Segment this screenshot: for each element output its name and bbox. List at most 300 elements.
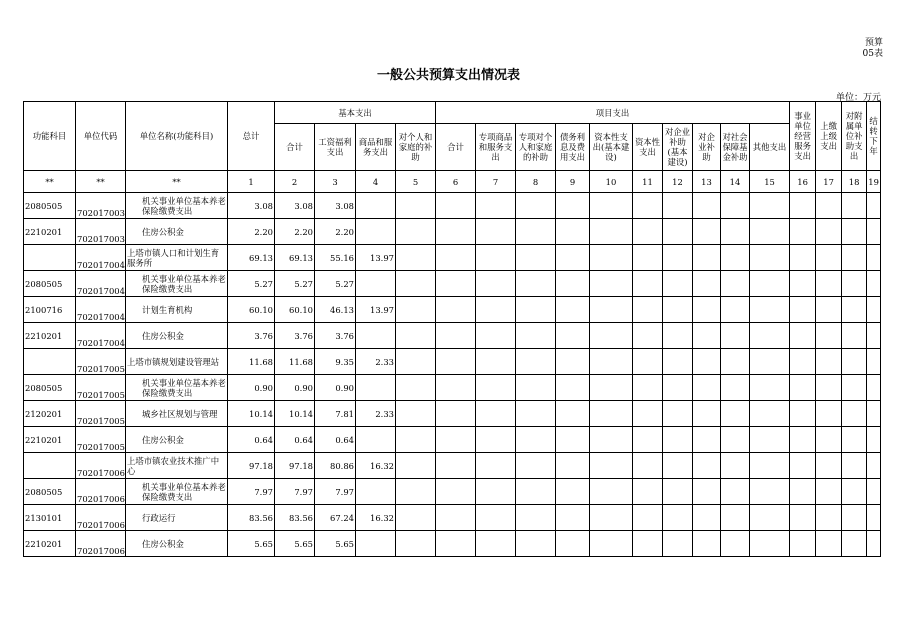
empty-cell — [590, 479, 633, 505]
empty-cell — [842, 349, 867, 375]
empty-cell — [396, 245, 436, 271]
header-project-sub-0: 合计 — [436, 124, 476, 171]
goods-services-cell: 13.97 — [356, 245, 396, 271]
column-index: 8 — [516, 171, 556, 193]
empty-cell — [516, 245, 556, 271]
empty-cell — [663, 531, 693, 557]
empty-cell — [476, 323, 516, 349]
header-turn-over: 上缴上级支出 — [816, 102, 842, 171]
empty-cell — [556, 271, 590, 297]
header-func-code: 功能科目 — [24, 102, 76, 171]
empty-cell — [750, 349, 790, 375]
unit-name-cell: 城乡社区规划与管理 — [126, 401, 228, 427]
empty-cell — [436, 505, 476, 531]
empty-cell — [396, 401, 436, 427]
total-cell: 7.97 — [228, 479, 275, 505]
basic-total-cell: 3.76 — [275, 323, 315, 349]
salary-cell: 0.90 — [315, 375, 356, 401]
empty-cell — [396, 427, 436, 453]
empty-cell — [816, 427, 842, 453]
unit-code-cell: 702017006 — [76, 479, 126, 505]
salary-cell: 3.76 — [315, 323, 356, 349]
empty-cell — [721, 401, 750, 427]
column-index: 3 — [315, 171, 356, 193]
basic-total-cell: 5.65 — [275, 531, 315, 557]
empty-cell — [476, 297, 516, 323]
table-row — [24, 297, 881, 323]
empty-cell — [590, 505, 633, 531]
empty-cell — [721, 245, 750, 271]
empty-cell — [842, 297, 867, 323]
empty-cell — [816, 219, 842, 245]
empty-cell — [396, 193, 436, 219]
empty-cell — [750, 271, 790, 297]
empty-cell — [556, 453, 590, 479]
goods-services-cell: 2.33 — [356, 349, 396, 375]
empty-cell — [750, 453, 790, 479]
salary-cell: 7.97 — [315, 479, 356, 505]
page-title: 一般公共预算支出情况表 — [376, 68, 520, 83]
empty-cell — [663, 453, 693, 479]
total-cell: 60.10 — [228, 297, 275, 323]
empty-cell — [436, 401, 476, 427]
empty-cell — [556, 479, 590, 505]
empty-cell — [590, 453, 633, 479]
empty-cell — [790, 453, 816, 479]
empty-cell — [590, 323, 633, 349]
empty-cell — [436, 531, 476, 557]
empty-cell — [436, 245, 476, 271]
func-code-cell: 2130101 — [24, 505, 76, 531]
unit-code-cell: 702017003 — [76, 219, 126, 245]
func-code-cell: 2210201 — [24, 219, 76, 245]
empty-cell — [556, 401, 590, 427]
empty-cell — [790, 427, 816, 453]
table-row — [24, 271, 881, 297]
column-index: 7 — [476, 171, 516, 193]
empty-cell — [867, 479, 881, 505]
empty-cell — [396, 505, 436, 531]
header-basic-sub-0: 合计 — [275, 124, 315, 171]
empty-cell — [396, 297, 436, 323]
basic-total-cell: 11.68 — [275, 349, 315, 375]
empty-cell — [693, 271, 721, 297]
empty-cell — [867, 349, 881, 375]
unit-code-cell: 702017004 — [76, 297, 126, 323]
empty-cell — [590, 271, 633, 297]
salary-cell: 0.64 — [315, 427, 356, 453]
empty-cell — [790, 401, 816, 427]
empty-cell — [816, 193, 842, 219]
empty-cell — [790, 323, 816, 349]
unit-name-cell: 机关事业单位基本养老保险缴费支出 — [126, 193, 228, 219]
column-index: 6 — [436, 171, 476, 193]
empty-cell — [663, 427, 693, 453]
empty-cell — [633, 271, 663, 297]
empty-cell — [633, 401, 663, 427]
empty-cell — [816, 531, 842, 557]
empty-cell — [516, 453, 556, 479]
column-index: 17 — [816, 171, 842, 193]
empty-cell — [842, 245, 867, 271]
empty-cell — [721, 479, 750, 505]
empty-cell — [436, 375, 476, 401]
empty-cell — [556, 323, 590, 349]
unit-name-cell: 住房公积金 — [126, 323, 228, 349]
empty-cell — [816, 271, 842, 297]
goods-services-cell — [356, 323, 396, 349]
empty-cell — [867, 219, 881, 245]
empty-cell — [396, 375, 436, 401]
table-row — [24, 349, 881, 375]
salary-cell: 46.13 — [315, 297, 356, 323]
empty-cell — [867, 531, 881, 557]
func-code-cell: 2210201 — [24, 531, 76, 557]
goods-services-cell — [356, 219, 396, 245]
column-index: 16 — [790, 171, 816, 193]
empty-cell — [633, 427, 663, 453]
empty-cell — [693, 375, 721, 401]
empty-cell — [867, 453, 881, 479]
empty-cell — [693, 297, 721, 323]
header-project-sub-5: 资本性支出 — [633, 124, 663, 171]
goods-services-cell — [356, 531, 396, 557]
empty-cell — [721, 323, 750, 349]
empty-cell — [633, 297, 663, 323]
empty-cell — [693, 479, 721, 505]
unit-name-cell: 机关事业单位基本养老保险缴费支出 — [126, 375, 228, 401]
func-code-cell: 2210201 — [24, 427, 76, 453]
empty-cell — [556, 297, 590, 323]
empty-cell — [396, 453, 436, 479]
func-code-cell: 2080505 — [24, 271, 76, 297]
empty-cell — [436, 193, 476, 219]
empty-cell — [750, 323, 790, 349]
empty-cell — [816, 505, 842, 531]
salary-cell: 80.86 — [315, 453, 356, 479]
header-unit-code: 单位代码 — [76, 102, 126, 171]
func-code-cell: 2080505 — [24, 479, 76, 505]
empty-cell — [867, 271, 881, 297]
unit-code-cell: 702017003 — [76, 193, 126, 219]
empty-cell — [590, 245, 633, 271]
empty-cell — [633, 375, 663, 401]
empty-cell — [663, 271, 693, 297]
empty-cell — [750, 531, 790, 557]
empty-cell — [633, 505, 663, 531]
unit-name-cell: 住房公积金 — [126, 531, 228, 557]
empty-cell — [396, 531, 436, 557]
table-row — [24, 245, 881, 271]
empty-cell — [476, 505, 516, 531]
empty-cell — [556, 505, 590, 531]
empty-cell — [790, 271, 816, 297]
table-row — [24, 219, 881, 245]
empty-cell — [476, 479, 516, 505]
table-row — [24, 427, 881, 453]
goods-services-cell: 16.32 — [356, 453, 396, 479]
header-project-sub-9: 其他支出 — [750, 124, 790, 171]
empty-cell — [693, 453, 721, 479]
total-cell: 5.27 — [228, 271, 275, 297]
empty-cell — [693, 323, 721, 349]
empty-cell — [556, 531, 590, 557]
unit-code-cell: 702017005 — [76, 375, 126, 401]
empty-cell — [816, 453, 842, 479]
empty-cell — [556, 245, 590, 271]
unit-code-cell: 702017004 — [76, 323, 126, 349]
func-code-cell — [24, 453, 76, 479]
func-code-cell: 2080505 — [24, 193, 76, 219]
empty-cell — [790, 531, 816, 557]
empty-cell — [816, 245, 842, 271]
empty-cell — [816, 323, 842, 349]
empty-cell — [721, 297, 750, 323]
empty-cell — [590, 193, 633, 219]
empty-cell — [396, 271, 436, 297]
empty-cell — [663, 479, 693, 505]
empty-cell — [721, 427, 750, 453]
unit-code-cell: 702017006 — [76, 531, 126, 557]
column-index: ** — [76, 171, 126, 193]
empty-cell — [476, 219, 516, 245]
empty-cell — [816, 375, 842, 401]
column-index: 2 — [275, 171, 315, 193]
empty-cell — [590, 401, 633, 427]
header-carry-over: 结转下年 — [867, 102, 881, 171]
column-index: 9 — [556, 171, 590, 193]
empty-cell — [867, 323, 881, 349]
basic-total-cell: 69.13 — [275, 245, 315, 271]
column-index: 15 — [750, 171, 790, 193]
empty-cell — [790, 219, 816, 245]
empty-cell — [516, 271, 556, 297]
empty-cell — [721, 375, 750, 401]
empty-cell — [633, 531, 663, 557]
empty-cell — [842, 401, 867, 427]
empty-cell — [842, 479, 867, 505]
empty-cell — [396, 349, 436, 375]
unit-name-cell: 机关事业单位基本养老保险缴费支出 — [126, 479, 228, 505]
basic-total-cell: 0.90 — [275, 375, 315, 401]
func-code-cell: 2210201 — [24, 323, 76, 349]
total-cell: 2.20 — [228, 219, 275, 245]
goods-services-cell — [356, 193, 396, 219]
total-cell: 69.13 — [228, 245, 275, 271]
empty-cell — [556, 427, 590, 453]
empty-cell — [842, 219, 867, 245]
empty-cell — [663, 219, 693, 245]
total-cell: 83.56 — [228, 505, 275, 531]
empty-cell — [790, 349, 816, 375]
empty-cell — [516, 219, 556, 245]
header-basic-sub-1: 工资福利支出 — [315, 124, 356, 171]
empty-cell — [663, 349, 693, 375]
empty-cell — [633, 219, 663, 245]
salary-cell: 9.35 — [315, 349, 356, 375]
empty-cell — [721, 505, 750, 531]
column-index: 12 — [663, 171, 693, 193]
empty-cell — [842, 453, 867, 479]
table-row — [24, 453, 881, 479]
empty-cell — [790, 479, 816, 505]
func-code-cell — [24, 349, 76, 375]
empty-cell — [633, 349, 663, 375]
empty-cell — [750, 193, 790, 219]
column-index: 5 — [396, 171, 436, 193]
column-index: 18 — [842, 171, 867, 193]
empty-cell — [436, 349, 476, 375]
basic-total-cell: 3.08 — [275, 193, 315, 219]
column-index: ** — [24, 171, 76, 193]
empty-cell — [750, 427, 790, 453]
table-row — [24, 193, 881, 219]
empty-cell — [750, 401, 790, 427]
unit-name-cell: 行政运行 — [126, 505, 228, 531]
empty-cell — [436, 297, 476, 323]
unit-code-cell: 702017005 — [76, 401, 126, 427]
goods-services-cell — [356, 375, 396, 401]
empty-cell — [396, 323, 436, 349]
salary-cell: 3.08 — [315, 193, 356, 219]
index-row — [24, 171, 881, 193]
empty-cell — [721, 271, 750, 297]
empty-cell — [516, 427, 556, 453]
empty-cell — [842, 375, 867, 401]
empty-cell — [693, 531, 721, 557]
empty-cell — [590, 349, 633, 375]
empty-cell — [476, 427, 516, 453]
empty-cell — [476, 349, 516, 375]
empty-cell — [721, 349, 750, 375]
empty-cell — [842, 323, 867, 349]
unit-name-cell: 住房公积金 — [126, 427, 228, 453]
basic-total-cell: 97.18 — [275, 453, 315, 479]
empty-cell — [516, 375, 556, 401]
salary-cell: 55.16 — [315, 245, 356, 271]
empty-cell — [516, 531, 556, 557]
header-basic-sub-2: 商品和服务支出 — [356, 124, 396, 171]
empty-cell — [790, 193, 816, 219]
column-index: 19 — [867, 171, 881, 193]
empty-cell — [750, 375, 790, 401]
table-row — [24, 401, 881, 427]
salary-cell: 5.65 — [315, 531, 356, 557]
unit-name-cell: 上塔市镇农业技术推广中心 — [126, 453, 228, 479]
salary-cell: 5.27 — [315, 271, 356, 297]
empty-cell — [516, 297, 556, 323]
goods-services-cell: 2.33 — [356, 401, 396, 427]
header-biz-service: 事业单位经营服务支出 — [790, 102, 816, 171]
empty-cell — [693, 401, 721, 427]
func-code-cell: 2080505 — [24, 375, 76, 401]
empty-cell — [590, 297, 633, 323]
header-project-sub-4: 资本性支出(基本建设) — [590, 124, 633, 171]
empty-cell — [476, 453, 516, 479]
unit-name-cell: 上塔市镇人口和计划生育服务所 — [126, 245, 228, 271]
empty-cell — [693, 219, 721, 245]
goods-services-cell — [356, 479, 396, 505]
empty-cell — [436, 479, 476, 505]
empty-cell — [693, 349, 721, 375]
expenditure-table — [23, 101, 881, 557]
header-basic-sub-3: 对个人和家庭的补助 — [396, 124, 436, 171]
header-project-sub-7: 对企业补助 — [693, 124, 721, 171]
empty-cell — [693, 245, 721, 271]
empty-cell — [816, 401, 842, 427]
empty-cell — [693, 427, 721, 453]
empty-cell — [842, 193, 867, 219]
empty-cell — [693, 193, 721, 219]
func-code-cell: 2100716 — [24, 297, 76, 323]
empty-cell — [516, 505, 556, 531]
goods-services-cell: 13.97 — [356, 297, 396, 323]
empty-cell — [842, 531, 867, 557]
empty-cell — [396, 219, 436, 245]
form-number-line1: 预算 — [864, 38, 883, 48]
empty-cell — [476, 531, 516, 557]
total-cell: 3.08 — [228, 193, 275, 219]
empty-cell — [436, 453, 476, 479]
total-cell: 0.64 — [228, 427, 275, 453]
salary-cell: 67.24 — [315, 505, 356, 531]
empty-cell — [790, 297, 816, 323]
unit-code-cell: 702017004 — [76, 271, 126, 297]
header-subsidy-affiliated: 对附属单位补助支出 — [842, 102, 867, 171]
total-cell: 3.76 — [228, 323, 275, 349]
table-row — [24, 505, 881, 531]
unit-code-cell: 702017005 — [76, 427, 126, 453]
empty-cell — [590, 375, 633, 401]
header-project-sub-6: 对企业补助(基本建设) — [663, 124, 693, 171]
column-index: 4 — [356, 171, 396, 193]
column-index: 11 — [633, 171, 663, 193]
header-project-sub-8: 对社会保障基金补助 — [721, 124, 750, 171]
unit-code-cell: 702017005 — [76, 349, 126, 375]
empty-cell — [663, 375, 693, 401]
header-project: 项目支出 — [436, 102, 790, 124]
empty-cell — [633, 245, 663, 271]
empty-cell — [816, 349, 842, 375]
basic-total-cell: 2.20 — [275, 219, 315, 245]
goods-services-cell — [356, 427, 396, 453]
empty-cell — [693, 505, 721, 531]
empty-cell — [436, 271, 476, 297]
column-index: 13 — [693, 171, 721, 193]
func-code-cell: 2120201 — [24, 401, 76, 427]
empty-cell — [842, 505, 867, 531]
empty-cell — [750, 297, 790, 323]
unit-label: 单位：万元 — [835, 93, 881, 103]
empty-cell — [790, 375, 816, 401]
goods-services-cell — [356, 271, 396, 297]
empty-cell — [590, 427, 633, 453]
empty-cell — [867, 401, 881, 427]
total-cell: 0.90 — [228, 375, 275, 401]
empty-cell — [663, 505, 693, 531]
empty-cell — [516, 323, 556, 349]
empty-cell — [436, 219, 476, 245]
total-cell: 11.68 — [228, 349, 275, 375]
empty-cell — [476, 245, 516, 271]
unit-name-cell: 机关事业单位基本养老保险缴费支出 — [126, 271, 228, 297]
empty-cell — [790, 505, 816, 531]
header-total: 总计 — [228, 102, 275, 171]
empty-cell — [867, 193, 881, 219]
empty-cell — [556, 349, 590, 375]
empty-cell — [476, 271, 516, 297]
empty-cell — [556, 193, 590, 219]
